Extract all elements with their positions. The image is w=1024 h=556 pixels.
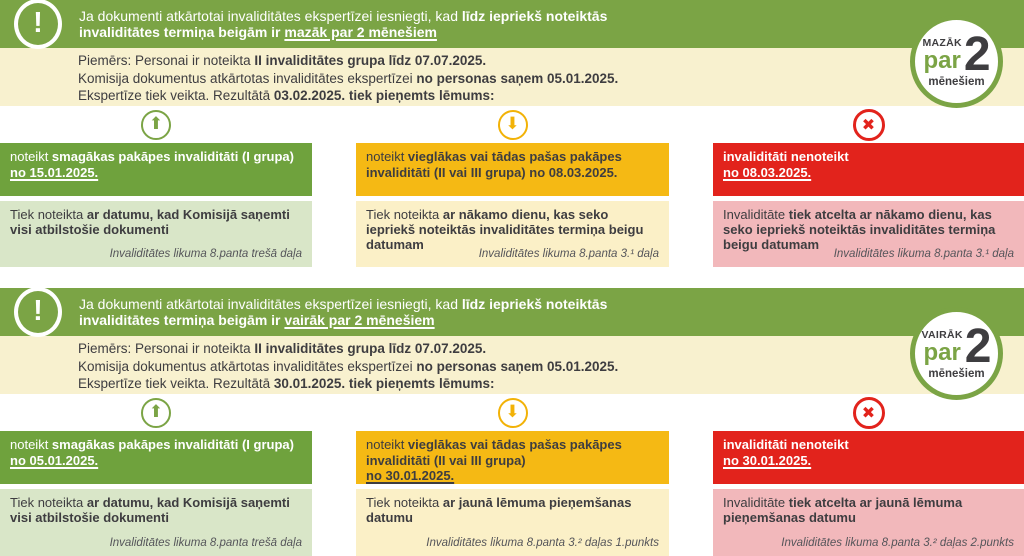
column-not-determined <box>713 143 1024 267</box>
badge-circle <box>910 15 1003 108</box>
legal-reference: Invaliditātes likuma 8.panta trešā daļa <box>109 537 302 549</box>
arrow-down-icon: ⬇ <box>498 398 528 428</box>
badge-label-bottom: mēnešiem <box>928 76 985 88</box>
arrow-down-icon: ⬇ <box>498 110 528 140</box>
example-line: Piemērs: Personai ir noteikta II invaliditātes grupa līdz 07.07.2025. <box>78 53 487 68</box>
section-title: Ja dokumenti atkārtotai invaliditātes ekspertīzei iesniegti, kad līdz iepriekš noteiktās invaliditātes termiņa beigām ir vairāk par 2 mēnešiem <box>79 295 608 328</box>
badge-word-par: par <box>923 339 961 366</box>
detail-box-green <box>0 489 312 556</box>
decision-box-amber: noteikt vieglākas vai tādas pašas pakāpes invaliditāti (II vai III grupa) no 30.01.2025. <box>356 431 669 484</box>
alert-bar <box>0 0 1024 48</box>
badge-left <box>922 330 963 364</box>
section-title: Ja dokumenti atkārtotai invaliditātes ekspertīzei iesniegti, kad līdz iepriekš noteiktās invaliditātes termiņa beigām ir mazāk par 2 mēnešiem <box>79 7 608 40</box>
badge-row <box>921 320 992 373</box>
outcome-icons-row <box>0 106 1024 143</box>
detail-box-pink <box>713 489 1024 556</box>
arrow-up-icon: ⬆ <box>141 398 171 428</box>
detail-text: Tiek noteikta ar nākamo dienu, kas seko iepriekš noteiktās invaliditātes termiņa beigu datumam <box>366 207 644 252</box>
legal-reference: Invaliditātes likuma 8.panta 3.² daļas 2.punkts <box>781 537 1014 549</box>
outcome-icons-row <box>0 394 1024 431</box>
detail-box-amber <box>356 489 669 556</box>
detail-text: Tiek noteikta ar jaunā lēmuma pieņemšanas datumu <box>366 495 632 525</box>
detail-text: Tiek noteikta ar datumu, kad Komisijā saņemti visi atbilstošie dokumenti <box>10 495 290 525</box>
cross-icon: ✖ <box>853 109 885 141</box>
decision-box-green: noteikt smagākas pakāpes invaliditāti (I grupa) no 05.01.2025. <box>0 431 312 484</box>
column-upgrade <box>0 143 312 267</box>
detail-box-pink <box>713 201 1024 267</box>
outcome-columns <box>0 431 1024 556</box>
section-more-than-2-months <box>0 288 1024 556</box>
column-upgrade <box>0 431 312 556</box>
example-line: Ekspertīze tiek veikta. Rezultātā 30.01.2025. tiek pieņemts lēmums: <box>78 376 495 391</box>
column-same-or-lighter <box>356 431 669 556</box>
warning-icon: ! <box>14 287 62 337</box>
badge-number: 2 <box>963 28 991 81</box>
badge-label-top: VAIRĀK <box>921 329 963 341</box>
badge-left <box>922 38 961 72</box>
legal-reference: Invaliditātes likuma 8.panta 3.¹ daļa <box>833 248 1014 260</box>
cross-icon: ✖ <box>853 397 885 429</box>
example-line: Komisija dokumentus atkārtotas invaliditātes ekspertīzei no personas saņem 05.01.2025. <box>78 70 619 86</box>
arrow-up-icon: ⬆ <box>141 110 171 140</box>
badge-number: 2 <box>964 320 992 373</box>
decision-box-red: invaliditāti nenoteikt no 30.01.2025. <box>713 431 1024 484</box>
section-less-than-2-months <box>0 0 1024 267</box>
example-line: Komisija dokumentus atkārtotas invaliditātes ekspertīzei no personas saņem 05.01.2025. <box>78 358 619 374</box>
decision-box-amber: noteikt vieglākas vai tādas pašas pakāpes invaliditāti (II vai III grupa) no 08.03.2025. <box>356 143 669 196</box>
column-not-determined <box>713 431 1024 556</box>
legal-reference: Invaliditātes likuma 8.panta 3.¹ daļa <box>478 248 659 260</box>
detail-box-amber <box>356 201 669 267</box>
badge-word-par: par <box>923 47 961 74</box>
badge-label-bottom: mēnešiem <box>928 368 985 380</box>
detail-text: Tiek noteikta ar datumu, kad Komisijā saņemti visi atbilstošie dokumenti <box>10 207 290 237</box>
decision-box-red: invaliditāti nenoteikt no 08.03.2025. <box>713 143 1024 196</box>
example-text <box>0 336 1024 394</box>
legal-reference: Invaliditātes likuma 8.panta 3.² daļas 1.punkts <box>426 537 659 549</box>
example-text <box>0 48 1024 106</box>
badge-circle <box>910 307 1003 400</box>
example-line: Piemērs: Personai ir noteikta II invaliditātes grupa līdz 07.07.2025. <box>78 341 487 356</box>
detail-text: Invaliditāte tiek atcelta ar nākamo dienu, kas seko iepriekš noteiktās invaliditātes termiņa beigu datumam <box>723 207 996 252</box>
alert-bar <box>0 288 1024 336</box>
warning-icon: ! <box>14 0 62 49</box>
decision-box-green: noteikt smagākas pakāpes invaliditāti (I grupa) no 15.01.2025. <box>0 143 312 196</box>
detail-box-green <box>0 201 312 267</box>
badge-label-top: MAZĀK <box>922 37 962 49</box>
column-same-or-lighter <box>356 143 669 267</box>
badge-row <box>922 28 991 81</box>
example-line: Ekspertīze tiek veikta. Rezultātā 03.02.2025. tiek pieņemts lēmums: <box>78 88 495 103</box>
detail-text: Invaliditāte tiek atcelta ar jaunā lēmuma pieņemšanas datumu <box>723 495 963 525</box>
legal-reference: Invaliditātes likuma 8.panta trešā daļa <box>109 248 302 260</box>
outcome-columns <box>0 143 1024 267</box>
